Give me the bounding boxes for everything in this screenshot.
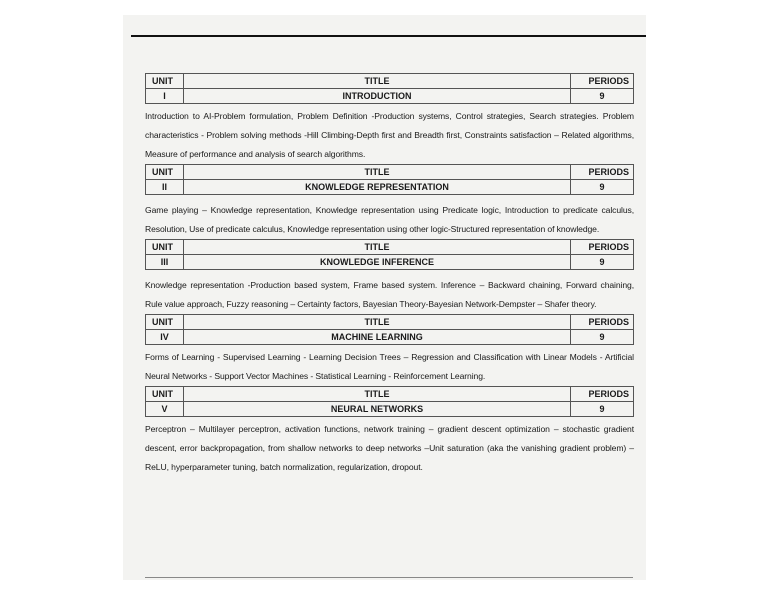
title-header: TITLE [184,387,571,402]
unit-title: MACHINE LEARNING [184,330,571,345]
title-header: TITLE [184,240,571,255]
unit-3-header-row [146,240,634,255]
unit-3-table [145,239,634,270]
unit-1-header-row [146,74,634,89]
unit-number: V [146,402,184,417]
periods-header: PERIODS [571,240,634,255]
unit-title: NEURAL NETWORKS [184,402,571,417]
unit-3-value-row [146,255,634,270]
unit-header: UNIT [146,74,184,89]
title-header: TITLE [184,165,571,180]
unit-4-table [145,314,634,345]
unit-number: IV [146,330,184,345]
periods-header: PERIODS [571,74,634,89]
unit-4-header-row [146,315,634,330]
unit-periods: 9 [571,89,634,104]
unit-5-description: Perceptron – Multilayer perceptron, activation functions, network training – gradient descent optimization – stochastic gradient descent, error backpropagation, from shallow networks to deep networks –Unit saturation (aka the vanishing gradient problem) – ReLU, hyperparameter tuning, batch normalization, regularization, dropout. [145,424,634,472]
unit-periods: 9 [571,180,634,195]
periods-header: PERIODS [571,387,634,402]
unit-5-table [145,386,634,417]
unit-number: II [146,180,184,195]
unit-5-value-row [146,402,634,417]
unit-2-value-row [146,180,634,195]
unit-number: III [146,255,184,270]
unit-1-value-row [146,89,634,104]
unit-4-description: Forms of Learning - Supervised Learning - Learning Decision Trees – Regression and Classification with Linear Models - Artificial Neural Networks - Support Vector Machines - Statistical Learning - Reinforcement Learning. [145,352,634,381]
unit-title: KNOWLEDGE REPRESENTATION [184,180,571,195]
unit-2-table [145,164,634,195]
unit-header: UNIT [146,240,184,255]
unit-5-header-row [146,387,634,402]
unit-2-description: Game playing – Knowledge representation, Knowledge representation using Predicate logic, Introduction to predicate calculus, Resolution, Use of predicate calculus, Knowledge representation using other logic-Structured representation of knowledge. [145,205,634,234]
unit-title: INTRODUCTION [184,89,571,104]
unit-periods: 9 [571,402,634,417]
periods-header: PERIODS [571,165,634,180]
unit-header: UNIT [146,387,184,402]
unit-1-description: Introduction to AI-Problem formulation, Problem Definition -Production systems, Control strategies, Search strategies. Problem characteristics - Problem solving methods -Hill Climbing-Depth first and Breadth first, Constraints satisfaction – Related algorithms, Measure of performance and analysis of search algorithms. [145,111,634,159]
unit-2-header-row [146,165,634,180]
unit-header: UNIT [146,165,184,180]
top-rule [131,35,646,37]
unit-title: KNOWLEDGE INFERENCE [184,255,571,270]
unit-4-value-row [146,330,634,345]
bottom-rule [145,577,633,578]
unit-periods: 9 [571,255,634,270]
title-header: TITLE [184,74,571,89]
title-header: TITLE [184,315,571,330]
unit-3-description: Knowledge representation -Production based system, Frame based system. Inference – Backward chaining, Forward chaining, Rule value approach, Fuzzy reasoning – Certainty factors, Bayesian Theory-Bayesian Network-Dempster – Shafer theory. [145,280,634,309]
unit-header: UNIT [146,315,184,330]
syllabus-content [145,73,634,477]
unit-1-table [145,73,634,104]
unit-number: I [146,89,184,104]
syllabus-page [123,15,646,580]
unit-periods: 9 [571,330,634,345]
periods-header: PERIODS [571,315,634,330]
